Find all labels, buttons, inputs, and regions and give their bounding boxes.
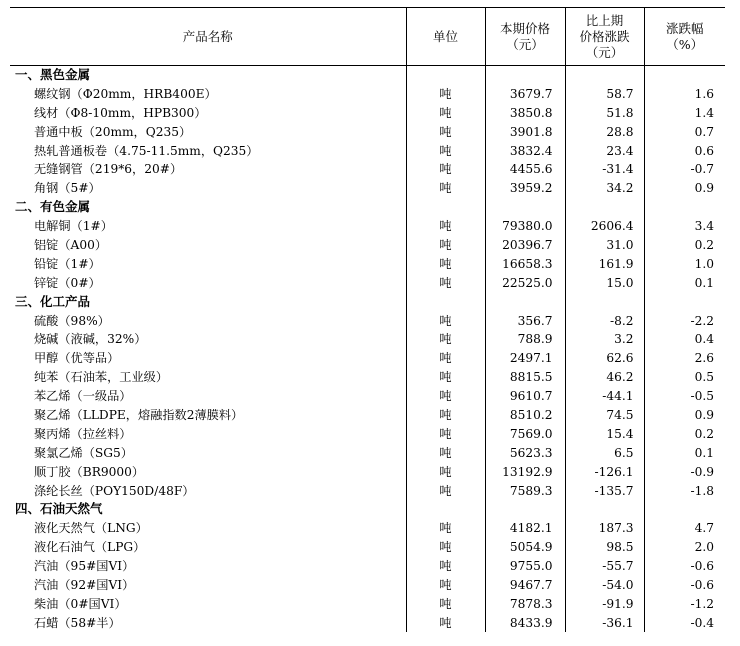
current-price-cell: 4455.6 [485, 160, 565, 179]
price-change-cell: 98.5 [565, 538, 644, 557]
category-empty-cell [644, 66, 725, 85]
price-change-cell: 46.2 [565, 368, 644, 387]
price-table [10, 7, 725, 632]
price-change-cell: 34.2 [565, 179, 644, 198]
table-row [10, 254, 725, 273]
current-price-cell: 79380.0 [485, 217, 565, 236]
category-title: 二、有色金属 [10, 198, 406, 217]
product-name-cell: 液化天然气（LNG） [10, 519, 406, 538]
table-row [10, 538, 725, 557]
price-change-cell: -55.7 [565, 557, 644, 576]
current-price-cell: 13192.9 [485, 462, 565, 481]
price-change-cell: -36.1 [565, 613, 644, 632]
change-percent-cell: 0.9 [694, 407, 714, 422]
product-name-cell: 铝锭（A00） [10, 236, 406, 255]
price-change-cell: 15.4 [565, 424, 644, 443]
price-table-container [10, 7, 725, 632]
price-change-cell: 74.5 [565, 406, 644, 425]
product-name-cell: 螺纹钢（Φ20mm，HRB400E） [10, 84, 406, 103]
table-row [10, 179, 725, 198]
current-price-cell: 3959.2 [485, 179, 565, 198]
category-empty-cell [485, 66, 565, 85]
price-change-cell: -31.4 [565, 160, 644, 179]
current-price-cell: 7569.0 [485, 424, 565, 443]
current-price-cell: 2497.1 [485, 349, 565, 368]
table-row [10, 557, 725, 576]
current-price-cell: 7878.3 [485, 594, 565, 613]
change-percent-cell: 0.1 [694, 445, 714, 460]
product-name-cell: 普通中板（20mm，Q235） [10, 122, 406, 141]
product-name-cell: 纯苯（石油苯，工业级） [10, 368, 406, 387]
unit-cell: 吨 [406, 462, 485, 481]
unit-cell: 吨 [406, 349, 485, 368]
unit-cell: 吨 [406, 84, 485, 103]
category-empty-cell [406, 292, 485, 311]
header-change-percent [644, 8, 725, 66]
table-row [10, 84, 725, 103]
unit-cell: 吨 [406, 387, 485, 406]
category-empty-cell [565, 292, 644, 311]
current-price-cell: 9610.7 [485, 387, 565, 406]
current-price-cell: 8433.9 [485, 613, 565, 632]
change-percent-cell: 2.6 [694, 351, 714, 366]
unit-cell: 吨 [406, 424, 485, 443]
unit-cell: 吨 [406, 179, 485, 198]
product-name-cell: 聚氯乙烯（SG5） [10, 443, 406, 462]
product-name-cell: 锌锭（0#） [10, 273, 406, 292]
current-price-cell: 4182.1 [485, 519, 565, 538]
current-price-cell: 3679.7 [485, 84, 565, 103]
unit-cell: 吨 [406, 122, 485, 141]
current-price-cell: 356.7 [485, 311, 565, 330]
table-header-row [10, 8, 725, 66]
change-percent-cell: 0.9 [694, 181, 714, 196]
table-row [10, 594, 725, 613]
product-name-cell: 角钢（5#） [10, 179, 406, 198]
change-percent-cell: -0.4 [690, 615, 714, 630]
unit-cell: 吨 [406, 141, 485, 160]
header-current-price-line2: （元） [506, 36, 544, 52]
table-body [10, 66, 725, 633]
table-row [10, 613, 725, 632]
change-percent-cell: 0.6 [694, 143, 714, 158]
unit-cell: 吨 [406, 311, 485, 330]
change-percent-cell: -0.6 [690, 577, 714, 592]
table-row [10, 424, 725, 443]
table-row [10, 141, 725, 160]
header-unit: 单位 [406, 8, 485, 66]
table-row [10, 481, 725, 500]
table-row [10, 462, 725, 481]
product-name-cell: 无缝钢管（219*6，20#） [10, 160, 406, 179]
change-percent-cell: 2.0 [694, 540, 714, 555]
header-price-change-line1: 比上期 [585, 12, 624, 28]
current-price-cell: 3901.8 [485, 122, 565, 141]
unit-cell: 吨 [406, 613, 485, 632]
product-name-cell: 柴油（0#国VI） [10, 594, 406, 613]
table-row [10, 349, 725, 368]
category-empty-cell [565, 66, 644, 85]
unit-cell: 吨 [406, 330, 485, 349]
table-row [10, 519, 725, 538]
product-name-cell: 顺丁胶（BR9000） [10, 462, 406, 481]
category-empty-cell [485, 198, 565, 217]
change-percent-cell: 0.2 [694, 237, 714, 252]
change-percent-cell: -0.5 [690, 389, 714, 404]
price-change-cell: 58.7 [565, 84, 644, 103]
unit-cell: 吨 [406, 368, 485, 387]
current-price-cell: 7589.3 [485, 481, 565, 500]
product-name-cell: 线材（Φ8-10mm，HPB300） [10, 103, 406, 122]
category-row [10, 198, 725, 217]
header-price-change-line2: 价格涨跌 [579, 28, 630, 44]
product-name-cell: 汽油（92#国VI） [10, 576, 406, 595]
change-percent-cell: 0.4 [694, 332, 714, 347]
product-name-cell: 铅锭（1#） [10, 254, 406, 273]
unit-cell: 吨 [406, 236, 485, 255]
price-change-cell: 2606.4 [565, 217, 644, 236]
price-change-cell: 28.8 [565, 122, 644, 141]
table-row [10, 273, 725, 292]
change-percent-cell: -1.2 [690, 596, 714, 611]
change-percent-cell: -1.8 [690, 483, 714, 498]
category-empty-cell [485, 500, 565, 519]
header-price-change [565, 8, 644, 66]
unit-cell: 吨 [406, 254, 485, 273]
current-price-cell: 20396.7 [485, 236, 565, 255]
table-row [10, 122, 725, 141]
current-price-cell: 5054.9 [485, 538, 565, 557]
price-change-cell: -44.1 [565, 387, 644, 406]
unit-cell: 吨 [406, 594, 485, 613]
current-price-cell: 5623.3 [485, 443, 565, 462]
current-price-cell: 9755.0 [485, 557, 565, 576]
category-title: 四、石油天然气 [10, 500, 406, 519]
current-price-cell: 16658.3 [485, 254, 565, 273]
change-percent-cell: -0.7 [690, 162, 714, 177]
change-percent-cell: 1.6 [694, 86, 714, 101]
change-percent-cell: 0.2 [694, 426, 714, 441]
change-percent-cell: 0.1 [694, 275, 714, 290]
category-empty-cell [644, 292, 725, 311]
product-name-cell: 聚丙烯（拉丝料） [10, 424, 406, 443]
product-name-cell: 热轧普通板卷（4.75-11.5mm，Q235） [10, 141, 406, 160]
current-price-cell: 3832.4 [485, 141, 565, 160]
product-name-cell: 石蜡（58#半） [10, 613, 406, 632]
category-title: 一、黑色金属 [10, 66, 406, 85]
current-price-cell: 8815.5 [485, 368, 565, 387]
current-price-cell: 3850.8 [485, 103, 565, 122]
price-change-cell: 6.5 [565, 443, 644, 462]
category-empty-cell [406, 198, 485, 217]
product-name-cell: 电解铜（1#） [10, 217, 406, 236]
change-percent-cell: -2.2 [690, 313, 714, 328]
current-price-cell: 22525.0 [485, 273, 565, 292]
price-change-cell: 51.8 [565, 103, 644, 122]
category-empty-cell [644, 198, 725, 217]
unit-cell: 吨 [406, 576, 485, 595]
unit-cell: 吨 [406, 160, 485, 179]
category-title: 三、化工产品 [10, 292, 406, 311]
product-name-cell: 汽油（95#国VI） [10, 557, 406, 576]
table-row [10, 311, 725, 330]
current-price-cell: 788.9 [485, 330, 565, 349]
price-change-cell: 3.2 [565, 330, 644, 349]
price-change-cell: -126.1 [565, 462, 644, 481]
category-empty-cell [565, 500, 644, 519]
price-change-cell: -91.9 [565, 594, 644, 613]
category-empty-cell [406, 500, 485, 519]
current-price-cell: 9467.7 [485, 576, 565, 595]
product-name-cell: 涤纶长丝（POY150D/48F） [10, 481, 406, 500]
table-row [10, 443, 725, 462]
change-percent-cell: -0.9 [690, 464, 714, 479]
table-row [10, 236, 725, 255]
header-current-price-line1: 本期价格 [499, 20, 550, 36]
change-percent-cell: 0.5 [694, 370, 714, 385]
product-name-cell: 聚乙烯（LLDPE，熔融指数2薄膜料） [10, 406, 406, 425]
unit-cell: 吨 [406, 217, 485, 236]
price-change-cell: 31.0 [565, 236, 644, 255]
change-percent-cell: 1.0 [694, 256, 714, 271]
price-change-cell: -54.0 [565, 576, 644, 595]
price-change-cell: 62.6 [565, 349, 644, 368]
category-row [10, 500, 725, 519]
unit-cell: 吨 [406, 481, 485, 500]
header-price-change-line3: （元） [585, 44, 624, 60]
unit-cell: 吨 [406, 538, 485, 557]
table-row [10, 387, 725, 406]
unit-cell: 吨 [406, 103, 485, 122]
product-name-cell: 苯乙烯（一级品） [10, 387, 406, 406]
table-row [10, 576, 725, 595]
table-row [10, 330, 725, 349]
price-change-cell: 15.0 [565, 273, 644, 292]
unit-cell: 吨 [406, 519, 485, 538]
header-current-price [485, 8, 565, 66]
product-name-cell: 烧碱（液碱，32%） [10, 330, 406, 349]
category-empty-cell [644, 500, 725, 519]
unit-cell: 吨 [406, 443, 485, 462]
price-change-cell: 161.9 [565, 254, 644, 273]
table-row [10, 160, 725, 179]
product-name-cell: 甲醇（优等品） [10, 349, 406, 368]
current-price-cell: 8510.2 [485, 406, 565, 425]
price-change-cell: -8.2 [565, 311, 644, 330]
price-change-cell: 187.3 [565, 519, 644, 538]
product-name-cell: 硫酸（98%） [10, 311, 406, 330]
category-empty-cell [565, 198, 644, 217]
table-row [10, 368, 725, 387]
change-percent-cell: 3.4 [694, 219, 714, 234]
price-change-cell: -135.7 [565, 481, 644, 500]
unit-cell: 吨 [406, 557, 485, 576]
header-product-name: 产品名称 [10, 8, 406, 66]
table-row [10, 217, 725, 236]
product-name-cell: 液化石油气（LPG） [10, 538, 406, 557]
change-percent-cell: 4.7 [694, 521, 714, 536]
table-row [10, 103, 725, 122]
category-row [10, 292, 725, 311]
table-row [10, 406, 725, 425]
unit-cell: 吨 [406, 273, 485, 292]
change-percent-cell: 0.7 [694, 124, 714, 139]
price-change-cell: 23.4 [565, 141, 644, 160]
category-empty-cell [406, 66, 485, 85]
change-percent-cell: -0.6 [690, 559, 714, 574]
header-change-percent-line2: （%） [666, 36, 704, 52]
category-empty-cell [485, 292, 565, 311]
category-row [10, 66, 725, 85]
header-change-percent-line1: 涨跌幅 [665, 20, 704, 36]
change-percent-cell: 1.4 [694, 105, 714, 120]
unit-cell: 吨 [406, 406, 485, 425]
